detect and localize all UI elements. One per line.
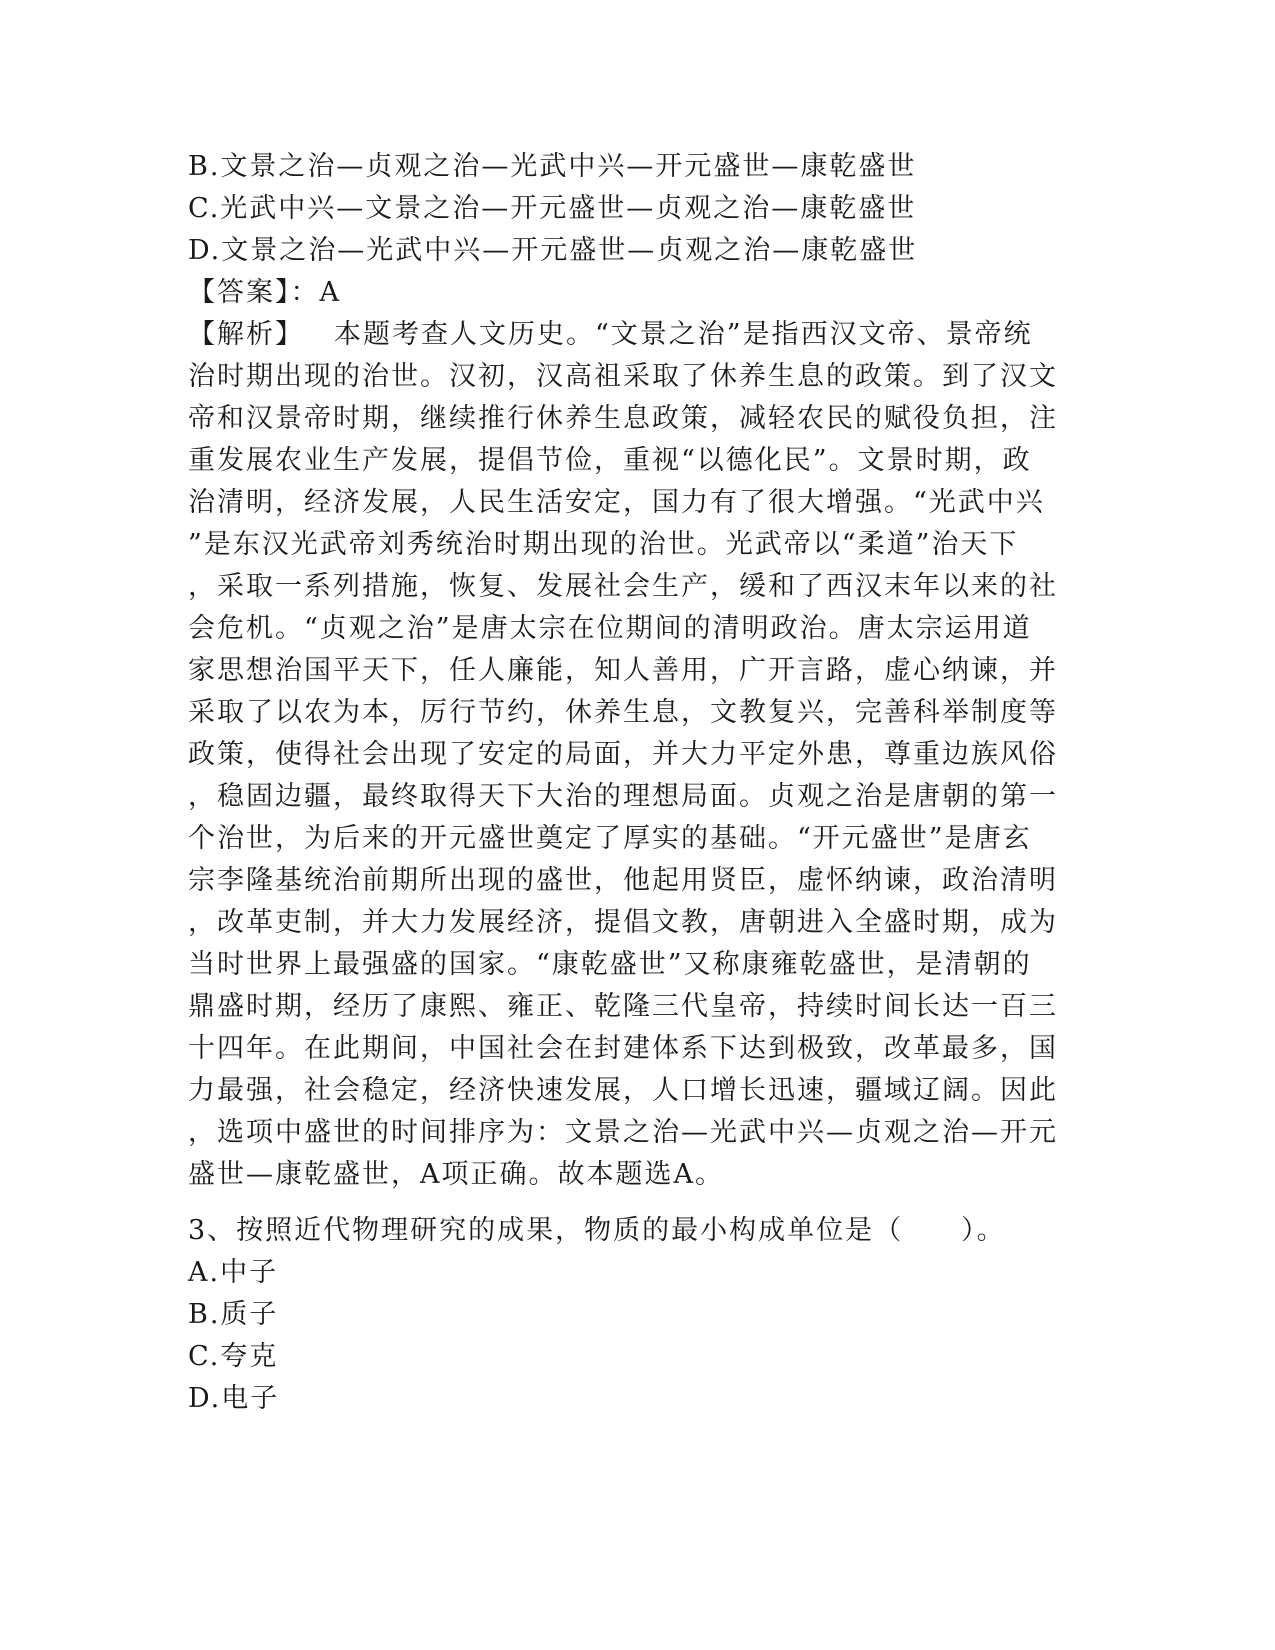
analysis-line: 家思想治国平天下，任人廉能，知人善用，广开言路，虚心纳谏，并 <box>188 655 1058 686</box>
analysis-line: 政策，使得社会出现了安定的局面，并大力平定外患，尊重边族风俗 <box>188 739 1058 770</box>
analysis-line: ，改革吏制，并大力发展经济，提倡文教，唐朝进入全盛时期，成为 <box>188 907 1058 938</box>
analysis-line: ，稳固边疆，最终取得天下大治的理想局面。贞观之治是唐朝的第一 <box>188 781 1058 812</box>
option-a: A.中子 <box>188 1257 279 1288</box>
option-c: C.夸克 <box>188 1341 279 1372</box>
answer-line <box>188 272 1068 314</box>
analysis-line: ”是东汉光武帝刘秀统治时期出现的治世。光武帝以“柔道”治天下 <box>188 529 1019 560</box>
analysis-line: 当时世界上最强盛的国家。“康乾盛世”又称康雍乾盛世，是清朝的 <box>188 949 1032 980</box>
analysis-line: 本题考查人文历史。“文景之治”是指西汉文帝、景帝统 <box>334 319 1033 350</box>
analysis-line: 宗李隆基统治前期所出现的盛世，他起用贤臣，虚怀纳谏，政治清明 <box>188 865 1058 896</box>
option-d: D.文景之治—光武中兴—开元盛世—贞观之治—康乾盛世 <box>188 235 918 266</box>
option-d: D.电子 <box>188 1383 280 1414</box>
question-3 <box>188 1210 1068 1420</box>
analysis-first-line <box>188 314 1068 356</box>
answer-value: A <box>319 277 341 308</box>
analysis-label: 【解析】 <box>188 319 304 350</box>
analysis-line: 鼎盛时期，经历了康熙、雍正、乾隆三代皇帝，持续时间长达一百三 <box>188 991 1058 1022</box>
analysis-line: 力最强，社会稳定，经济快速发展，人口增长迅速，疆域辽阔。因此 <box>188 1075 1058 1106</box>
analysis-line: 十四年。在此期间，中国社会在封建体系下达到极致，改革最多，国 <box>188 1033 1058 1064</box>
analysis-line: 治清明，经济发展，人民生活安定，国力有了很大增强。“光武中兴 <box>188 487 1045 518</box>
option-c: C.光武中兴—文景之治—开元盛世—贞观之治—康乾盛世 <box>188 193 917 224</box>
option-b: B.文景之治—贞观之治—光武中兴—开元盛世—康乾盛世 <box>188 151 917 182</box>
analysis-line: 个治世，为后来的开元盛世奠定了厚实的基础。“开元盛世”是唐玄 <box>188 823 1032 854</box>
document-page <box>188 146 1068 1420</box>
analysis-line: ，选项中盛世的时间排序为：文景之治—光武中兴—贞观之治—开元 <box>188 1117 1058 1148</box>
analysis-line: 会危机。“贞观之治”是唐太宗在位期间的清明政治。唐太宗运用道 <box>188 613 1032 644</box>
answer-label: 【答案】： <box>188 277 320 308</box>
analysis-line: ，采取一系列措施，恢复、发展社会生产，缓和了西汉末年以来的社 <box>188 571 1058 602</box>
analysis-line: 重发展农业生产发展，提倡节俭，重视“以德化民”。文景时期，政 <box>188 445 1032 476</box>
analysis-line: 盛世—康乾盛世，A项正确。故本题选A。 <box>188 1159 724 1190</box>
question-stem: 3、按照近代物理研究的成果，物质的最小构成单位是（ ）。 <box>188 1215 1006 1246</box>
analysis-line: 采取了以农为本，厉行节约，休养生息，文教复兴，完善科举制度等 <box>188 697 1058 728</box>
analysis-line: 帝和汉景帝时期，继续推行休养生息政策，减轻农民的赋役负担，注 <box>188 403 1058 434</box>
option-b: B.质子 <box>188 1299 279 1330</box>
analysis-line: 治时期出现的治世。汉初，汉高祖采取了休养生息的政策。到了汉文 <box>188 361 1058 392</box>
analysis-block <box>188 314 1068 1196</box>
prev-question-options <box>188 146 1068 272</box>
